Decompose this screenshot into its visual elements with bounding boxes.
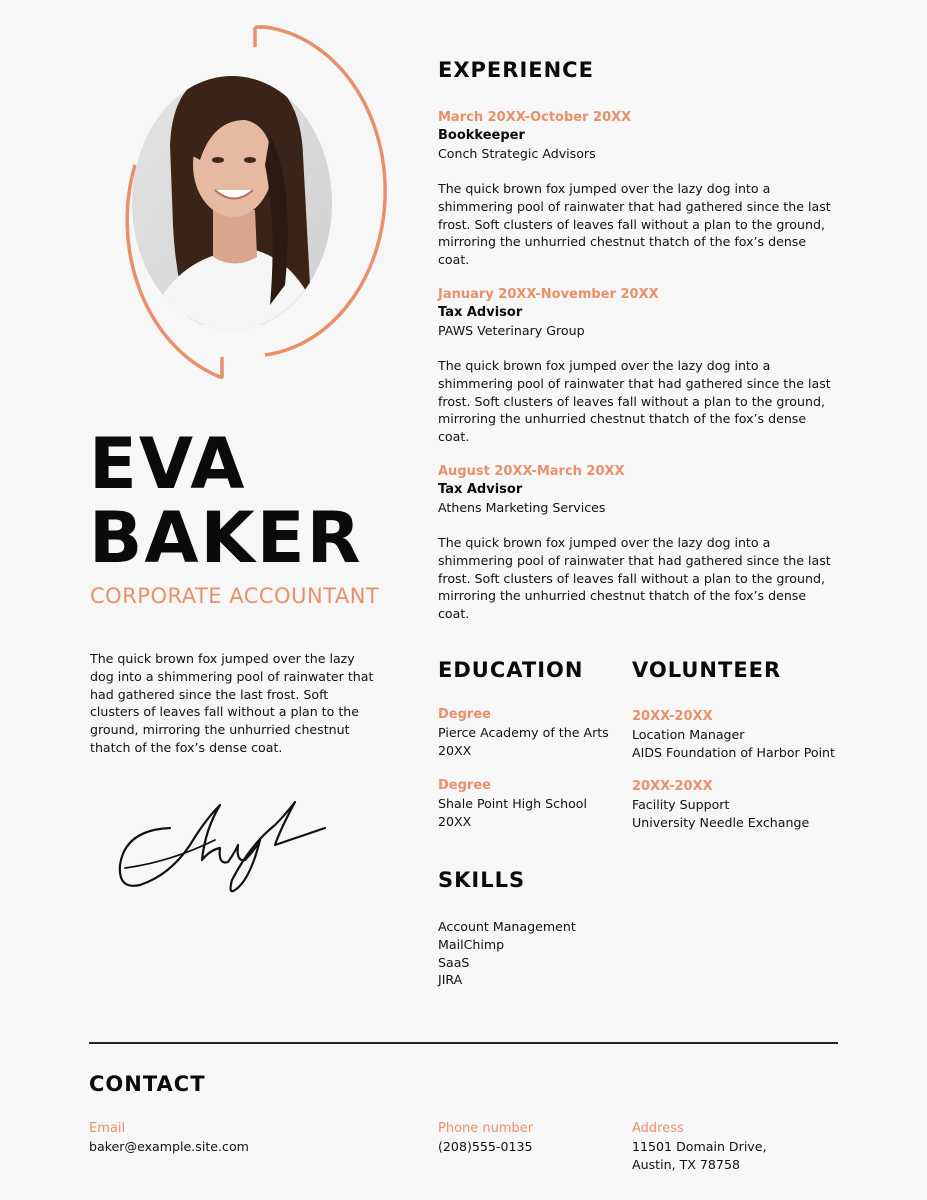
phone-label: Phone number: [438, 1121, 534, 1136]
address-line-2: Austin, TX 78758: [632, 1157, 740, 1172]
job-dates: March 20XX-October 20XX: [438, 110, 632, 125]
skill-item: SaaS: [438, 954, 470, 970]
email-value[interactable]: baker@example.site.com: [89, 1139, 249, 1154]
volunteer-org: University Needle Exchange: [632, 815, 810, 830]
volunteer-role: Location Manager: [632, 727, 745, 742]
education-item: [438, 777, 587, 831]
divider: [89, 1042, 838, 1044]
address-label: Address: [632, 1121, 684, 1136]
education-school: Pierce Academy of the Arts: [438, 725, 609, 740]
education-heading: EDUCATION: [438, 658, 584, 682]
volunteer-dates: 20XX-20XX: [632, 709, 713, 724]
job-description: The quick brown fox jumped over the lazy dog into a shimmering pool of rainwater that had gathered since the last frost. Soft clusters of leaves fall without a plan to the ground, mirroring the unhurried chestnut thatch of the fox’s dense coat.: [438, 181, 831, 268]
contact-email: [89, 1120, 249, 1156]
profile-photo: [95, 25, 395, 385]
job-dates: January 20XX-November 20XX: [438, 287, 659, 302]
phone-value[interactable]: (208)555-0135: [438, 1139, 533, 1154]
job-company: PAWS Veterinary Group: [438, 323, 585, 338]
experience-item: [438, 286, 838, 446]
skill-item: MailChimp: [438, 936, 505, 952]
experience-item: [438, 463, 838, 623]
job-company: Athens Marketing Services: [438, 500, 606, 515]
job-role: Tax Advisor: [438, 305, 523, 320]
education-school: Shale Point High School: [438, 796, 587, 811]
first-name: EVA: [89, 423, 247, 505]
contact-phone: [438, 1120, 533, 1156]
volunteer-heading: VOLUNTEER: [632, 658, 782, 682]
volunteer-role: Facility Support: [632, 797, 730, 812]
email-label: Email: [89, 1121, 126, 1136]
job-company: Conch Strategic Advisors: [438, 146, 596, 161]
job-role: Tax Advisor: [438, 482, 523, 497]
education-item: [438, 706, 609, 760]
job-title: CORPORATE ACCOUNTANT: [90, 584, 380, 608]
education-year: 20XX: [438, 743, 472, 758]
address-line-1: 11501 Domain Drive,: [632, 1139, 767, 1154]
last-name: BAKER: [89, 497, 363, 579]
experience-heading: EXPERIENCE: [438, 58, 594, 82]
profile-summary: The quick brown fox jumped over the lazy dog into a shimmering pool of rainwater that had gathered since the last frost. Soft clusters of leaves fall without a plan to the ground, mirroring the unhurried chestnut thatch of the fox’s dense coat.: [90, 651, 374, 755]
skills-heading: SKILLS: [438, 868, 526, 892]
contact-heading: CONTACT: [89, 1072, 206, 1096]
volunteer-dates: 20XX-20XX: [632, 779, 713, 794]
job-description: The quick brown fox jumped over the lazy dog into a shimmering pool of rainwater that had gathered since the last frost. Soft clusters of leaves fall without a plan to the ground, mirroring the unhurried chestnut thatch of the fox’s dense coat.: [438, 535, 831, 622]
volunteer-org: AIDS Foundation of Harbor Point: [632, 745, 835, 760]
skill-item: JIRA: [438, 972, 463, 988]
signature: [110, 790, 340, 905]
experience-item: [438, 109, 838, 269]
education-year: 20XX: [438, 814, 472, 829]
skills-list: [438, 918, 576, 989]
education-label: Degree: [438, 778, 491, 793]
skill-item: Account Management: [438, 919, 576, 934]
education-label: Degree: [438, 707, 491, 722]
job-description: The quick brown fox jumped over the lazy dog into a shimmering pool of rainwater that had gathered since the last frost. Soft clusters of leaves fall without a plan to the ground, mirroring the unhurried chestnut thatch of the fox’s dense coat.: [438, 358, 831, 445]
volunteer-item: [632, 708, 835, 762]
contact-address: [632, 1120, 767, 1174]
job-role: Bookkeeper: [438, 128, 525, 143]
volunteer-item: [632, 778, 809, 832]
job-dates: August 20XX-March 20XX: [438, 464, 625, 479]
